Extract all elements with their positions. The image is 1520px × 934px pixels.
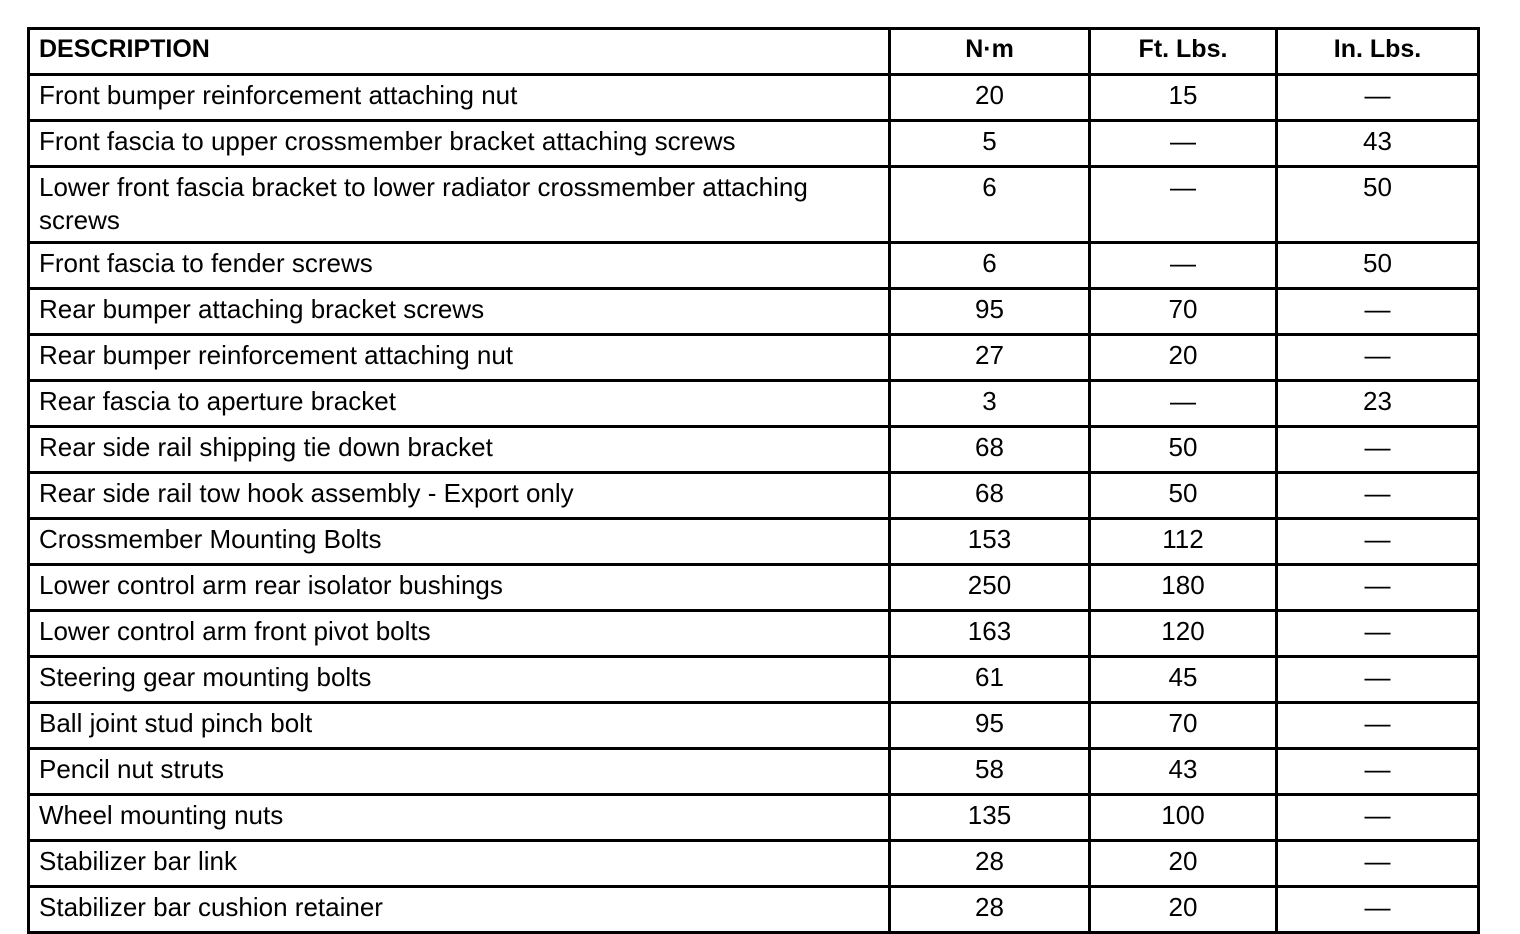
cell-nm: 6	[890, 243, 1090, 289]
cell-description: Front bumper reinforcement attaching nut	[29, 75, 890, 121]
cell-ft-lbs: 20	[1090, 841, 1277, 887]
table-header	[29, 29, 1479, 75]
cell-ft-lbs: 50	[1090, 427, 1277, 473]
cell-ft-lbs: —	[1090, 121, 1277, 167]
table-row	[29, 565, 1479, 611]
cell-in-lbs: —	[1277, 75, 1479, 121]
cell-nm: 68	[890, 473, 1090, 519]
cell-in-lbs: —	[1277, 611, 1479, 657]
cell-in-lbs: —	[1277, 841, 1479, 887]
cell-in-lbs: —	[1277, 795, 1479, 841]
cell-description: Rear side rail tow hook assembly - Export only	[29, 473, 890, 519]
cell-description: Lower control arm front pivot bolts	[29, 611, 890, 657]
cell-ft-lbs: 20	[1090, 887, 1277, 933]
cell-ft-lbs: 70	[1090, 289, 1277, 335]
cell-in-lbs: —	[1277, 565, 1479, 611]
cell-description: Stabilizer bar link	[29, 841, 890, 887]
table-row	[29, 473, 1479, 519]
table-row	[29, 703, 1479, 749]
cell-ft-lbs: 120	[1090, 611, 1277, 657]
cell-in-lbs: —	[1277, 657, 1479, 703]
cell-nm: 5	[890, 121, 1090, 167]
table-row	[29, 519, 1479, 565]
cell-ft-lbs: 45	[1090, 657, 1277, 703]
cell-nm: 68	[890, 427, 1090, 473]
cell-nm: 95	[890, 703, 1090, 749]
table-row	[29, 887, 1479, 933]
cell-in-lbs: —	[1277, 335, 1479, 381]
cell-in-lbs: —	[1277, 519, 1479, 565]
cell-description: Lower front fascia bracket to lower radiator crossmember attaching screws	[29, 167, 890, 243]
table-row	[29, 611, 1479, 657]
cell-in-lbs: —	[1277, 427, 1479, 473]
header-in-lbs: In. Lbs.	[1277, 29, 1479, 75]
table-body	[29, 75, 1479, 933]
cell-in-lbs: 43	[1277, 121, 1479, 167]
cell-in-lbs: 50	[1277, 243, 1479, 289]
table-row	[29, 427, 1479, 473]
cell-description: Rear bumper reinforcement attaching nut	[29, 335, 890, 381]
cell-nm: 163	[890, 611, 1090, 657]
table-row	[29, 749, 1479, 795]
cell-ft-lbs: 20	[1090, 335, 1277, 381]
cell-in-lbs: 50	[1277, 167, 1479, 243]
cell-nm: 6	[890, 167, 1090, 243]
cell-in-lbs: 23	[1277, 381, 1479, 427]
cell-ft-lbs: 43	[1090, 749, 1277, 795]
cell-nm: 27	[890, 335, 1090, 381]
cell-in-lbs: —	[1277, 703, 1479, 749]
cell-ft-lbs: 100	[1090, 795, 1277, 841]
cell-description: Ball joint stud pinch bolt	[29, 703, 890, 749]
cell-description: Lower control arm rear isolator bushings	[29, 565, 890, 611]
header-description: DESCRIPTION	[29, 29, 890, 75]
cell-description: Rear bumper attaching bracket screws	[29, 289, 890, 335]
table-row	[29, 289, 1479, 335]
cell-nm: 61	[890, 657, 1090, 703]
cell-description: Front fascia to fender screws	[29, 243, 890, 289]
cell-in-lbs: —	[1277, 749, 1479, 795]
table-row	[29, 243, 1479, 289]
cell-in-lbs: —	[1277, 887, 1479, 933]
table-row	[29, 75, 1479, 121]
cell-nm: 28	[890, 841, 1090, 887]
cell-ft-lbs: 70	[1090, 703, 1277, 749]
cell-description: Wheel mounting nuts	[29, 795, 890, 841]
cell-description: Rear side rail shipping tie down bracket	[29, 427, 890, 473]
cell-nm: 135	[890, 795, 1090, 841]
cell-ft-lbs: 112	[1090, 519, 1277, 565]
cell-nm: 153	[890, 519, 1090, 565]
cell-ft-lbs: 50	[1090, 473, 1277, 519]
header-nm: N·m	[890, 29, 1090, 75]
table-row	[29, 795, 1479, 841]
cell-description: Stabilizer bar cushion retainer	[29, 887, 890, 933]
cell-nm: 95	[890, 289, 1090, 335]
cell-description: Front fascia to upper crossmember bracket attaching screws	[29, 121, 890, 167]
cell-in-lbs: —	[1277, 473, 1479, 519]
cell-nm: 3	[890, 381, 1090, 427]
cell-ft-lbs: —	[1090, 243, 1277, 289]
cell-ft-lbs: —	[1090, 381, 1277, 427]
table-row	[29, 657, 1479, 703]
cell-ft-lbs: —	[1090, 167, 1277, 243]
cell-ft-lbs: 180	[1090, 565, 1277, 611]
table-row	[29, 381, 1479, 427]
cell-nm: 250	[890, 565, 1090, 611]
cell-description: Rear fascia to aperture bracket	[29, 381, 890, 427]
cell-nm: 28	[890, 887, 1090, 933]
header-row	[29, 29, 1479, 75]
cell-description: Crossmember Mounting Bolts	[29, 519, 890, 565]
table-row	[29, 335, 1479, 381]
table-row	[29, 121, 1479, 167]
cell-nm: 20	[890, 75, 1090, 121]
cell-in-lbs: —	[1277, 289, 1479, 335]
table-row	[29, 167, 1479, 243]
header-ft-lbs: Ft. Lbs.	[1090, 29, 1277, 75]
cell-description: Steering gear mounting bolts	[29, 657, 890, 703]
cell-ft-lbs: 15	[1090, 75, 1277, 121]
cell-nm: 58	[890, 749, 1090, 795]
torque-spec-table	[27, 27, 1480, 934]
table-row	[29, 841, 1479, 887]
cell-description: Pencil nut struts	[29, 749, 890, 795]
